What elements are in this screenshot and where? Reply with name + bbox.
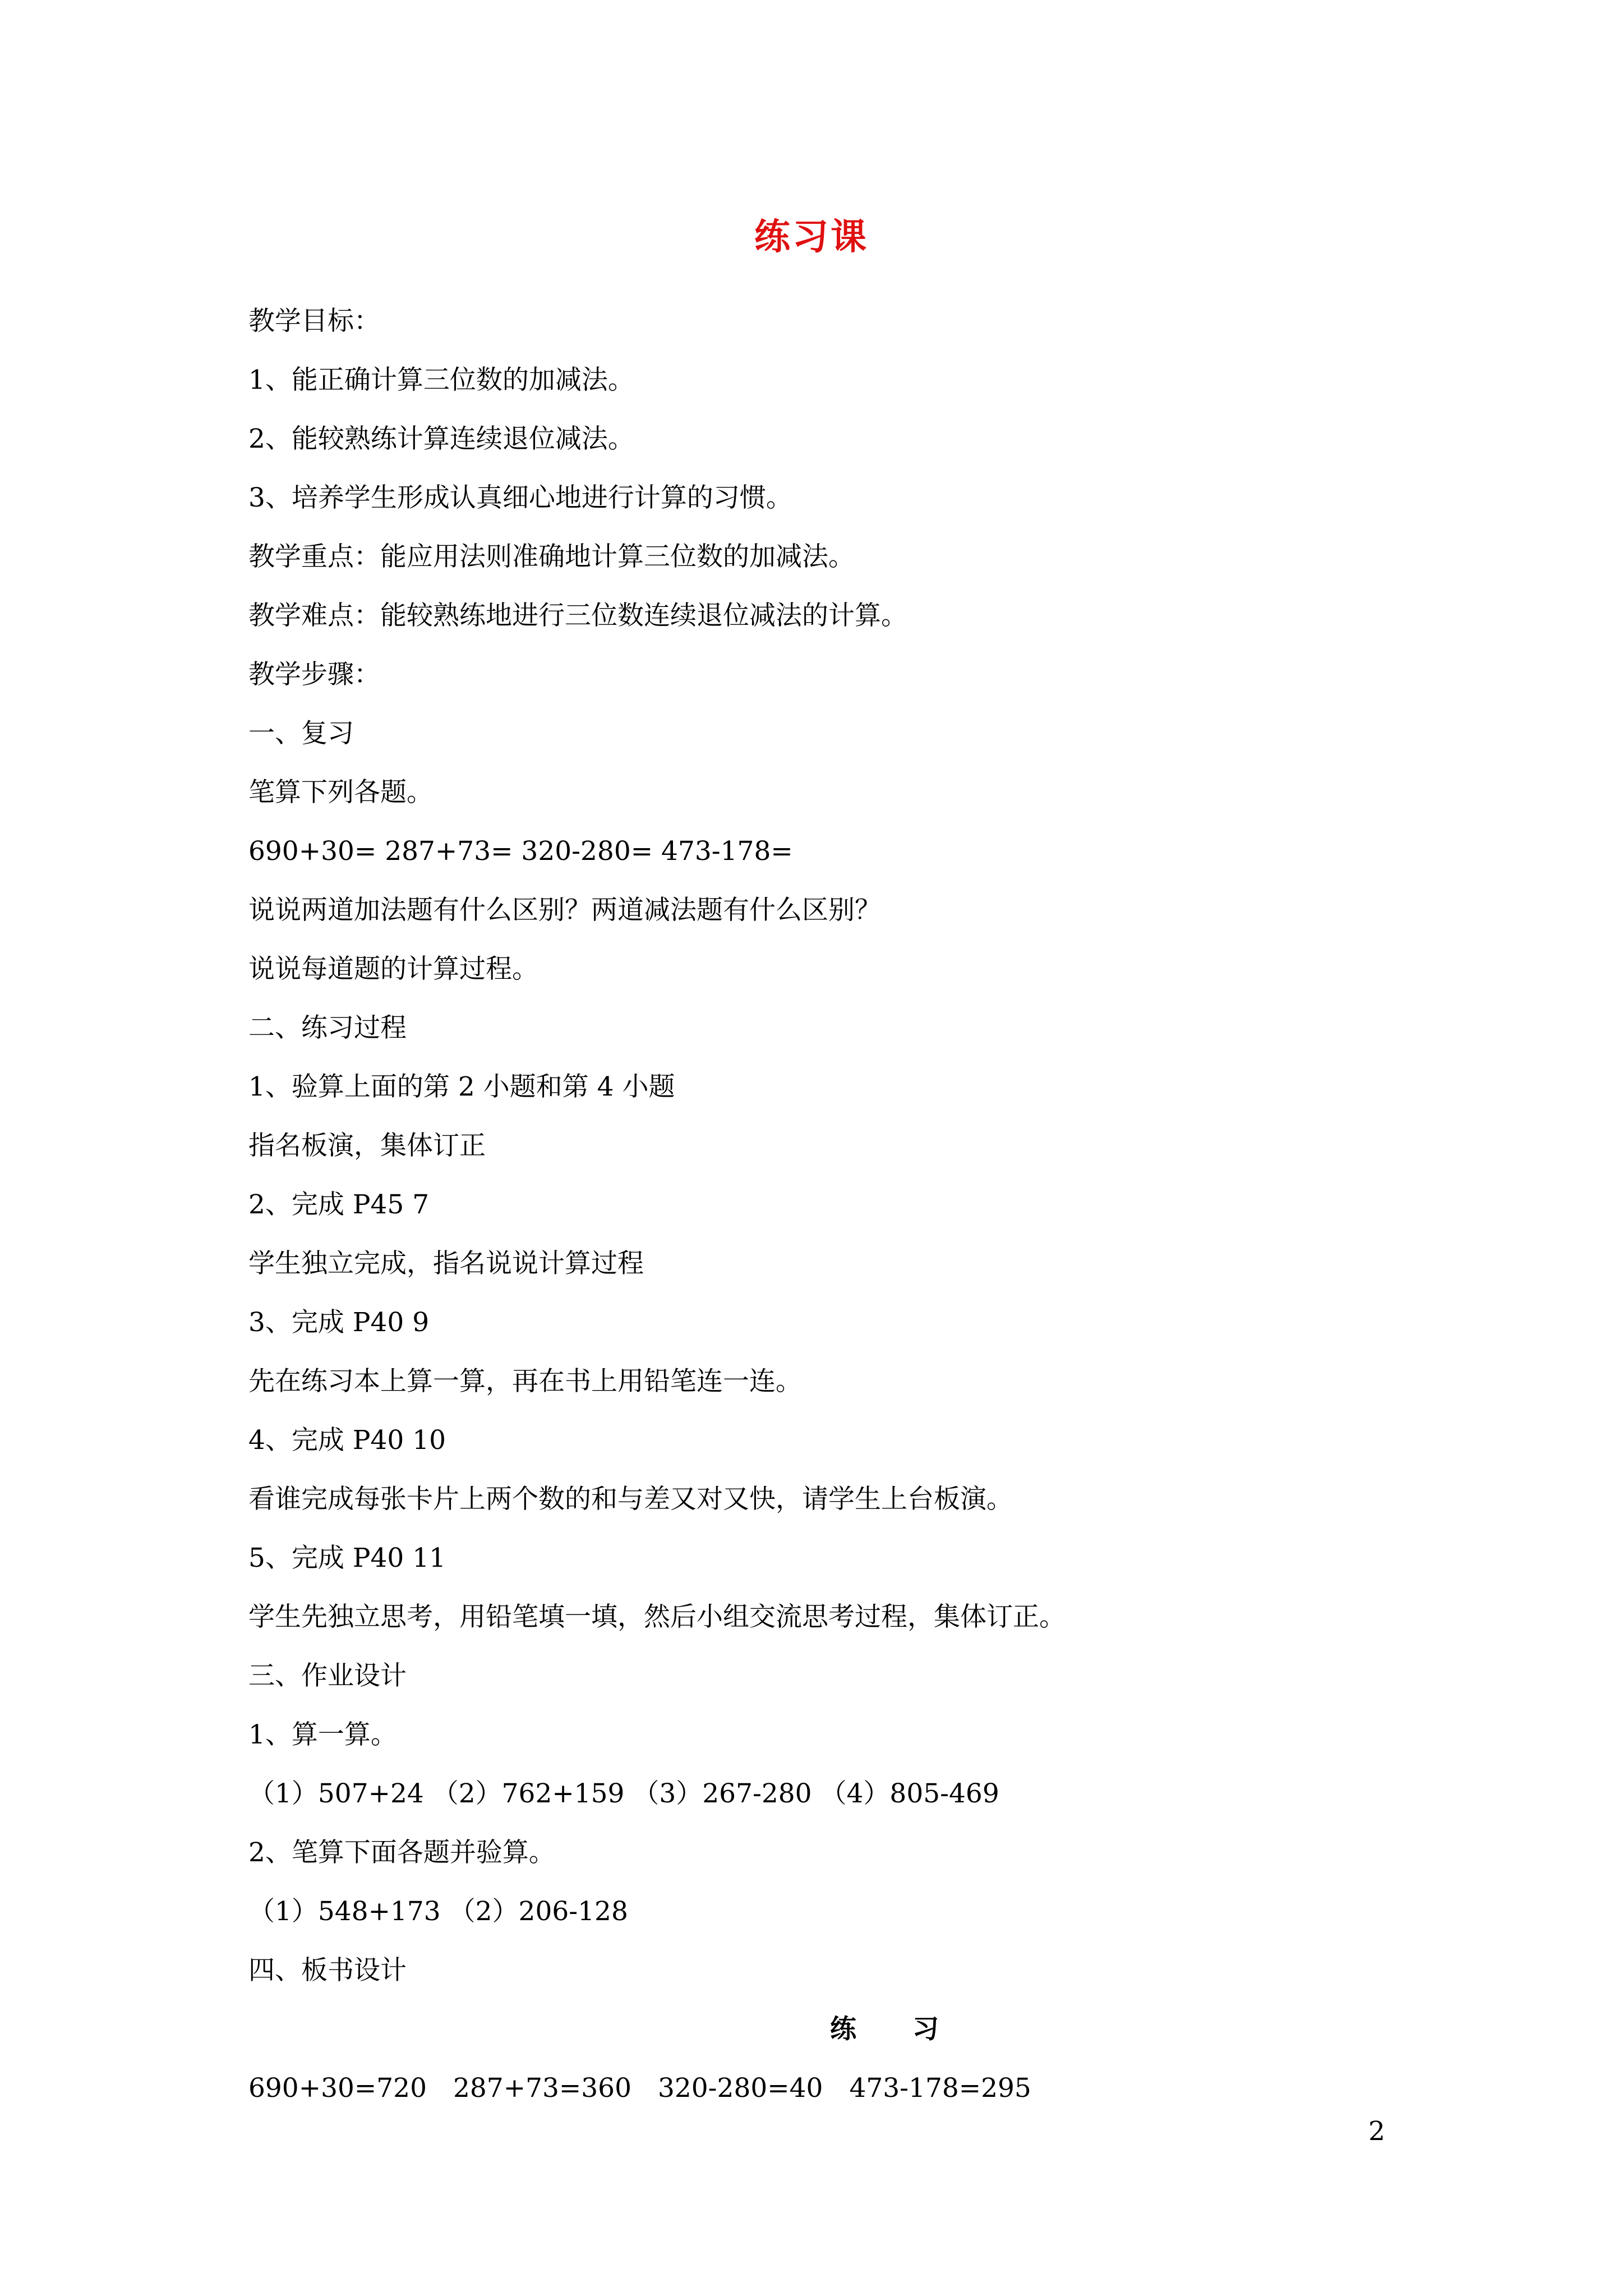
text-line: 2、笔算下面各题并验算。 <box>248 1837 555 1868</box>
text-line: 2、完成 P45 7 <box>248 1189 430 1220</box>
text-line: 说说每道题的计算过程。 <box>248 954 538 984</box>
text-line: 教学重点：能应用法则准确地计算三位数的加减法。 <box>248 541 855 572</box>
page-title: 练习课 <box>754 216 869 258</box>
text-line: 先在练习本上算一算，再在书上用铅笔连一连。 <box>248 1366 802 1397</box>
text-line: 1、验算上面的第 2 小题和第 4 小题 <box>248 1071 675 1102</box>
page-number: 2 <box>1368 2116 1385 2147</box>
text-line: 教学难点：能较熟练地进行三位数连续退位减法的计算。 <box>248 600 907 631</box>
text-line: 5、完成 P40 11 <box>248 1543 446 1573</box>
text-line: 看谁完成每张卡片上两个数的和与差又对又快，请学生上台板演。 <box>248 1484 1013 1515</box>
text-line: 1、能正确计算三位数的加减法。 <box>248 365 634 395</box>
text-line: 学生先独立思考，用铅笔填一填，然后小组交流思考过程，集体订正。 <box>248 1602 1066 1632</box>
text-line: 教学步骤： <box>248 659 380 690</box>
text-line: 3、完成 P40 9 <box>248 1307 430 1338</box>
text-line: 4、完成 P40 10 <box>248 1425 446 1456</box>
text-line: 学生独立完成，指名说说计算过程 <box>248 1248 644 1279</box>
text-line: 一、复习 <box>248 718 354 749</box>
text-line: 690+30= 287+73= 320-280= 473-178= <box>248 836 793 867</box>
text-line: 2、能较熟练计算连续退位减法。 <box>248 424 634 454</box>
text-line: （1）548+173 （2）206-128 <box>248 1896 628 1927</box>
text-line: 笔算下列各题。 <box>248 777 433 808</box>
text-line: 二、练习过程 <box>248 1013 407 1043</box>
board-line: 690+30=720 287+73=360 320-280=40 473-178=295 <box>248 2073 1031 2104</box>
text-line: 说说两道加法题有什么区别？两道减法题有什么区别？ <box>248 895 881 926</box>
text-line: （1）507+24 （2）762+159 （3）267-280 （4）805-469 <box>248 1778 999 1809</box>
text-line: 三、作业设计 <box>248 1660 407 1691</box>
text-line: 教学目标： <box>248 306 380 337</box>
text-line: 指名板演，集体订正 <box>248 1130 486 1161</box>
document-body <box>248 292 1398 2118</box>
text-line: 1、算一算。 <box>248 1719 397 1750</box>
text-line: 3、培养学生形成认真细心地进行计算的习惯。 <box>248 482 792 513</box>
board-title: 练 习 <box>830 2014 940 2045</box>
text-line: 四、板书设计 <box>248 1955 407 1986</box>
